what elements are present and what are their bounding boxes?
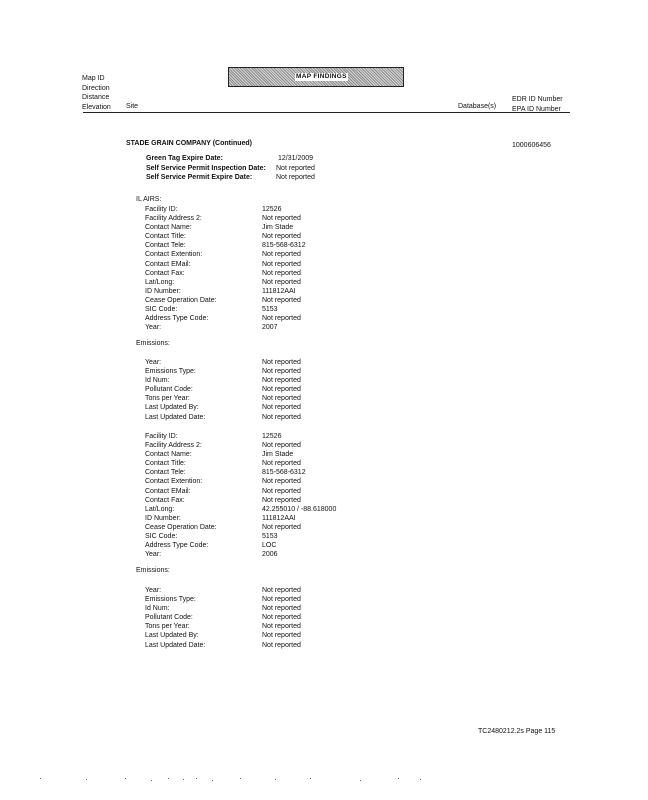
field-value: Not reported [262,413,301,421]
field-key: Contact EMail: [145,487,191,495]
scan-dot [86,779,87,780]
field-key: ID Number: [145,514,181,522]
field-key: Facility ID: [145,206,178,213]
field-value: Not reported [262,260,301,268]
field-key: Self Service Permit Expire Date: [146,174,253,181]
scan-dot [196,778,197,779]
field-key: Self Service Permit Inspection Date: [146,164,266,172]
field-value: 2006 [262,551,278,559]
field-key: Emissions Type: [145,596,196,604]
field-value: 815-568-6312 [262,242,306,250]
field-key: Last Updated Date: [145,641,206,649]
site-label: Site [126,103,139,110]
field-value: 12526 [262,206,282,213]
field-key: Id Num: [145,605,170,613]
field-value: Not reported [262,478,301,486]
field-value: Not reported [276,174,315,181]
field-key: Lat/Long: [145,505,175,513]
field-key: Contact Fax: [145,496,185,504]
field-value: Not reported [262,377,301,385]
field-key: Address Type Code: [145,315,209,323]
scan-dot [420,779,421,780]
scan-dot [40,778,41,779]
field-key: Last Updated By: [145,404,199,412]
field-key: Pollutant Code: [145,614,193,622]
field-value: Not reported [262,395,301,403]
field-key: Contact Extention: [145,478,203,486]
field-value: 2007 [262,324,278,332]
field-key: Emissions Type: [145,368,196,376]
field-value: Not reported [262,614,301,622]
header-labels [82,74,111,112]
field-value: Not reported [262,632,301,640]
emissions-heading-2: Emissions: [136,567,170,574]
field-key: Last Updated By: [145,632,199,640]
field-key: Cease Operation Date: [145,296,217,304]
field-key: Facility Address 2: [145,442,202,450]
field-key: Green Tag Expire Date: [146,155,223,162]
field-value: Not reported [262,315,301,323]
scan-dot [360,780,361,781]
field-key: Tons per Year: [145,395,190,403]
field-key: SIC Code: [145,533,178,541]
field-key: Contact Fax: [145,269,185,277]
field-value: Not reported [262,623,301,631]
field-key: Facility Address 2: [145,215,202,223]
scan-dot [310,778,311,779]
field-value: Not reported [262,215,301,223]
scan-dot [212,780,213,781]
field-key: Address Type Code: [145,542,209,550]
distance-label: Distance [82,94,110,101]
field-key: Contact Name: [145,224,192,232]
field-value: Not reported [262,442,301,450]
header-divider [83,112,570,113]
field-value: Not reported [262,487,301,495]
field-value: Not reported [262,296,301,304]
map-id-label: Map ID [82,75,105,82]
field-value: Not reported [262,269,301,277]
field-value: Not reported [262,404,301,412]
field-key: Lat/Long: [145,278,175,286]
field-value: Not reported [262,641,301,649]
field-value: 5153 [262,306,278,314]
scan-dot [398,778,399,779]
field-key: SIC Code: [145,306,178,314]
field-value: Not reported [262,596,301,604]
field-value: Jim Stade [262,224,294,232]
field-value: 12526 [262,433,282,440]
field-key: Contact Name: [145,451,192,459]
field-key: Contact EMail: [145,260,191,268]
field-value: Not reported [262,368,301,376]
field-key: Year: [145,587,162,594]
scan-dot [151,780,152,781]
scan-artifacts [0,774,648,782]
elevation-label: Elevation [82,103,111,111]
scan-dot [240,778,241,779]
il-airs-heading: IL AIRS: [136,196,162,203]
direction-label: Direction [82,84,110,92]
field-key: Contact Tele: [145,242,186,250]
field-value: Not reported [262,233,301,241]
company-title: STADE GRAIN COMPANY (Continued) [126,140,252,147]
field-value: Jim Stade [262,451,294,459]
field-key: Contact Extention: [145,251,203,259]
field-value: Not reported [276,164,315,172]
field-key: Contact Tele: [145,469,186,477]
field-key: Year: [145,324,162,332]
edr-id-label: EDR ID Number [512,96,563,103]
field-value: 815-568-6312 [262,469,306,477]
epa-id-label: EPA ID Number [512,105,561,113]
field-value: Not reported [262,460,301,468]
field-value: Not reported [262,523,301,531]
field-key: Cease Operation Date: [145,523,217,531]
scan-dot [168,778,169,779]
field-value: 111812AAI [262,287,296,295]
edr-id-value: 1000606456 [512,142,551,149]
field-key: Id Num: [145,377,170,385]
field-value: 12/31/2009 [278,155,314,162]
field-value: 42.255010 / -88.618000 [262,505,337,513]
scan-dot [125,778,126,779]
field-key: Contact Title: [145,460,186,468]
field-key: Year: [145,551,162,559]
field-key: Year: [145,359,162,366]
field-key: Tons per Year: [145,623,190,631]
field-value: Not reported [262,605,301,613]
emissions-heading-1: Emissions: [136,340,170,347]
banner-title: MAP FINDINGS [296,73,347,80]
map-findings-banner [228,67,404,87]
field-key: ID Number: [145,287,181,295]
field-key: Pollutant Code: [145,386,193,394]
scan-dot [183,779,184,780]
field-value: 111812AAI [262,514,296,522]
field-value: Not reported [262,251,301,259]
database-label: Database(s) [458,103,497,110]
field-key: Contact Title: [145,233,186,241]
scan-dot [275,779,276,780]
page-footer: TC2480212.2s Page 115 [478,728,556,735]
field-value: LOC [262,542,277,550]
field-value: Not reported [262,386,301,394]
field-key: Facility ID: [145,433,178,440]
field-value: Not reported [262,496,301,504]
field-value: 5153 [262,533,278,541]
field-value: Not reported [262,278,301,286]
field-key: Last Updated Date: [145,413,206,421]
field-value: Not reported [262,359,301,366]
field-value: Not reported [262,587,301,594]
